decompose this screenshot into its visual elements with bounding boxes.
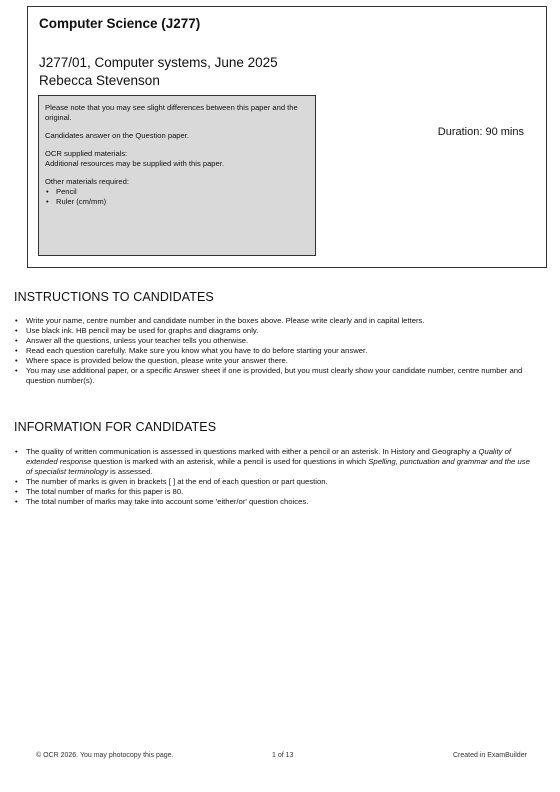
duration	[438, 126, 524, 138]
duration-label: Duration:	[437, 126, 483, 138]
list-item: • The total number of marks for this paper is 80.	[14, 487, 534, 497]
author-name: Rebecca Stevenson	[39, 73, 160, 88]
instructions-heading: INSTRUCTIONS TO CANDIDATES	[14, 290, 214, 304]
list-item: • You may use additional paper, or a specific Answer sheet if one is provided, but you must clearly show your candidate number, centre number and question number(s).	[14, 366, 534, 386]
other-materials-title: Other materials required:	[45, 177, 129, 186]
difference-note: Please note that you may see slight differences between this paper and the original.	[45, 103, 298, 122]
instructions-list	[14, 316, 534, 386]
ocr-materials-text: Additional resources may be supplied with this paper.	[45, 159, 224, 168]
paper-title: J277/01, Computer systems, June 2025	[39, 55, 278, 70]
list-item: • Read each question carefully. Make sure you know what you have to do before starting your answer.	[14, 346, 534, 356]
header-box	[27, 6, 547, 268]
info-text: The quality of written communication is assessed in questions marked with either a pencil or an asterisk. In History and Geography a	[26, 447, 479, 456]
answer-note: Candidates answer on the Question paper.	[45, 131, 189, 140]
footer-created: Created in ExamBuilder	[453, 752, 527, 759]
info-emphasis: Quality of extended response	[26, 447, 511, 466]
notes-box	[38, 95, 316, 256]
list-item: • Write your name, centre number and candidate number in the boxes above. Please write clearly and in capital letters.	[14, 316, 534, 326]
list-item: • Where space is provided below the question, please write your answer there.	[14, 356, 534, 366]
footer-page-number: 1 of 13	[272, 752, 294, 759]
course-title: Computer Science (J277)	[39, 16, 201, 31]
other-materials-list	[45, 187, 309, 207]
ocr-materials-title: OCR supplied materials:	[45, 149, 128, 158]
list-item: • The number of marks is given in brackets [ ] at the end of each question or part question.	[14, 477, 534, 487]
list-item: • Answer all the questions, unless your teacher tells you otherwise.	[14, 336, 534, 346]
info-text: is assessed.	[108, 467, 153, 476]
info-text: question is marked with an asterisk, while a pencil is used for questions in which	[91, 457, 369, 466]
list-item: • Pencil	[45, 187, 309, 197]
list-item	[14, 447, 534, 477]
duration-value: 90 mins	[485, 126, 524, 138]
information-heading: INFORMATION FOR CANDIDATES	[14, 420, 217, 434]
list-item: • Ruler (cm/mm)	[45, 197, 309, 207]
list-item: • Use black ink. HB pencil may be used for graphs and diagrams only.	[14, 326, 534, 336]
footer-copyright: © OCR 2026. You may photocopy this page.	[36, 752, 174, 759]
list-item: • The total number of marks may take into account some 'either/or' question choices.	[14, 497, 534, 507]
info-emphasis: Spelling, punctuation and grammar and the use of specialist terminology	[26, 457, 530, 476]
information-list	[14, 447, 534, 507]
